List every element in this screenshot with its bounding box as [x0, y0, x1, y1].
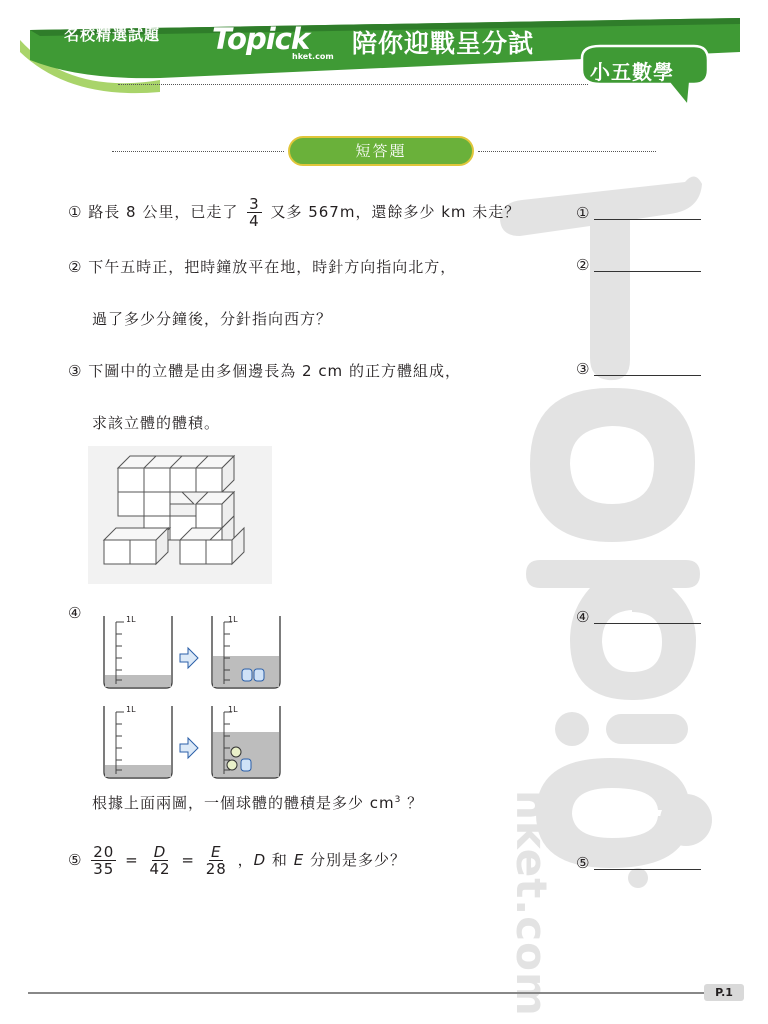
q5-fraction-2: [147, 844, 172, 877]
question-3-line-1: [68, 360, 461, 381]
q5-f2-numerator: D: [153, 843, 167, 861]
answer-label-3: ③: [576, 360, 590, 378]
answer-label-5: ⑤: [576, 854, 590, 872]
q1-fraction-numerator: 3: [249, 195, 260, 213]
answer-label-1: ①: [576, 204, 590, 222]
q5-var-d: D: [253, 851, 267, 869]
q5-f1-denominator: 35: [93, 860, 115, 878]
answer-line-5[interactable]: [594, 869, 701, 870]
q5-equals-2: =: [181, 851, 195, 869]
q1-fraction: [247, 196, 262, 229]
question-2-line-1: [68, 256, 456, 277]
cube-solid-figure: [88, 446, 272, 584]
q3-marker: ③: [68, 362, 83, 380]
beaker-3-label: 1L: [126, 705, 136, 714]
q5-fraction-3: [204, 844, 229, 877]
question-5: [68, 844, 406, 877]
q2-text-line-1: 下午五時正，把時鐘放平在地，時針方向指向北方，: [88, 258, 457, 276]
q5-text-mid: 和: [266, 851, 294, 869]
grade-badge: 小五數學: [590, 60, 674, 84]
q1-text-after: 又多 567m，還餘多少 km 未走？: [270, 203, 521, 221]
beaker-pair-2: [96, 702, 286, 782]
section-divider-right: [478, 151, 656, 152]
answer-line-2[interactable]: [594, 271, 701, 272]
header-tag: 名校精選試題: [64, 26, 161, 44]
q5-fraction-1: [91, 844, 116, 877]
q4-marker: ④: [68, 604, 83, 622]
question-2-line-2: 過了多少分鐘後，分針指向西方？: [92, 310, 333, 328]
header-divider: [118, 84, 588, 85]
section-divider-left: [112, 151, 284, 152]
beaker-pair-1: [96, 612, 286, 692]
q5-f3-denominator: 28: [205, 860, 227, 878]
q4-text: 根據上面兩圖，一個球體的體積是多少 cm: [92, 794, 395, 812]
topick-logo: Topick: [212, 22, 310, 56]
q5-marker: ⑤: [68, 851, 83, 869]
question-4-text: [92, 792, 423, 813]
q4-text-end: ？: [401, 794, 424, 812]
q5-var-e: E: [293, 851, 305, 869]
q4-superscript: 3: [394, 795, 402, 805]
answer-line-1[interactable]: [594, 219, 701, 220]
q5-text-post: 分別是多少？: [304, 851, 406, 869]
logo-subtext: hket.com: [292, 52, 334, 61]
q2-marker: ②: [68, 258, 83, 276]
watermark-url: hket.com: [507, 790, 556, 1017]
q1-marker: ①: [68, 203, 83, 221]
answer-line-3[interactable]: [594, 375, 701, 376]
beaker-2-label: 1L: [228, 615, 238, 624]
q3-text-line-1: 下圖中的立體是由多個邊長為 2 cm 的正方體組成，: [88, 362, 461, 380]
answer-label-2: ②: [576, 256, 590, 274]
beaker-4-label: 1L: [228, 705, 238, 714]
answer-label-4: ④: [576, 608, 590, 626]
q5-f1-numerator: 20: [93, 843, 115, 861]
q5-f2-denominator: 42: [149, 860, 171, 878]
question-3-line-2: 求該立體的體積。: [92, 414, 221, 432]
q5-equals-1: =: [125, 851, 139, 869]
page-number: P.1: [704, 984, 744, 1001]
footer-line: [28, 992, 704, 994]
q1-text-before: 路長 8 公里，已走了: [88, 203, 239, 221]
q1-fraction-denominator: 4: [249, 212, 260, 230]
question-1: [68, 196, 520, 229]
header-slogan: 陪你迎戰呈分試: [352, 29, 535, 58]
section-title: 短答題: [288, 136, 474, 166]
beaker-1-label: 1L: [126, 615, 136, 624]
answer-line-4[interactable]: [594, 623, 701, 624]
q5-text-pre: ，: [237, 851, 254, 869]
q5-f3-numerator: E: [211, 843, 222, 861]
